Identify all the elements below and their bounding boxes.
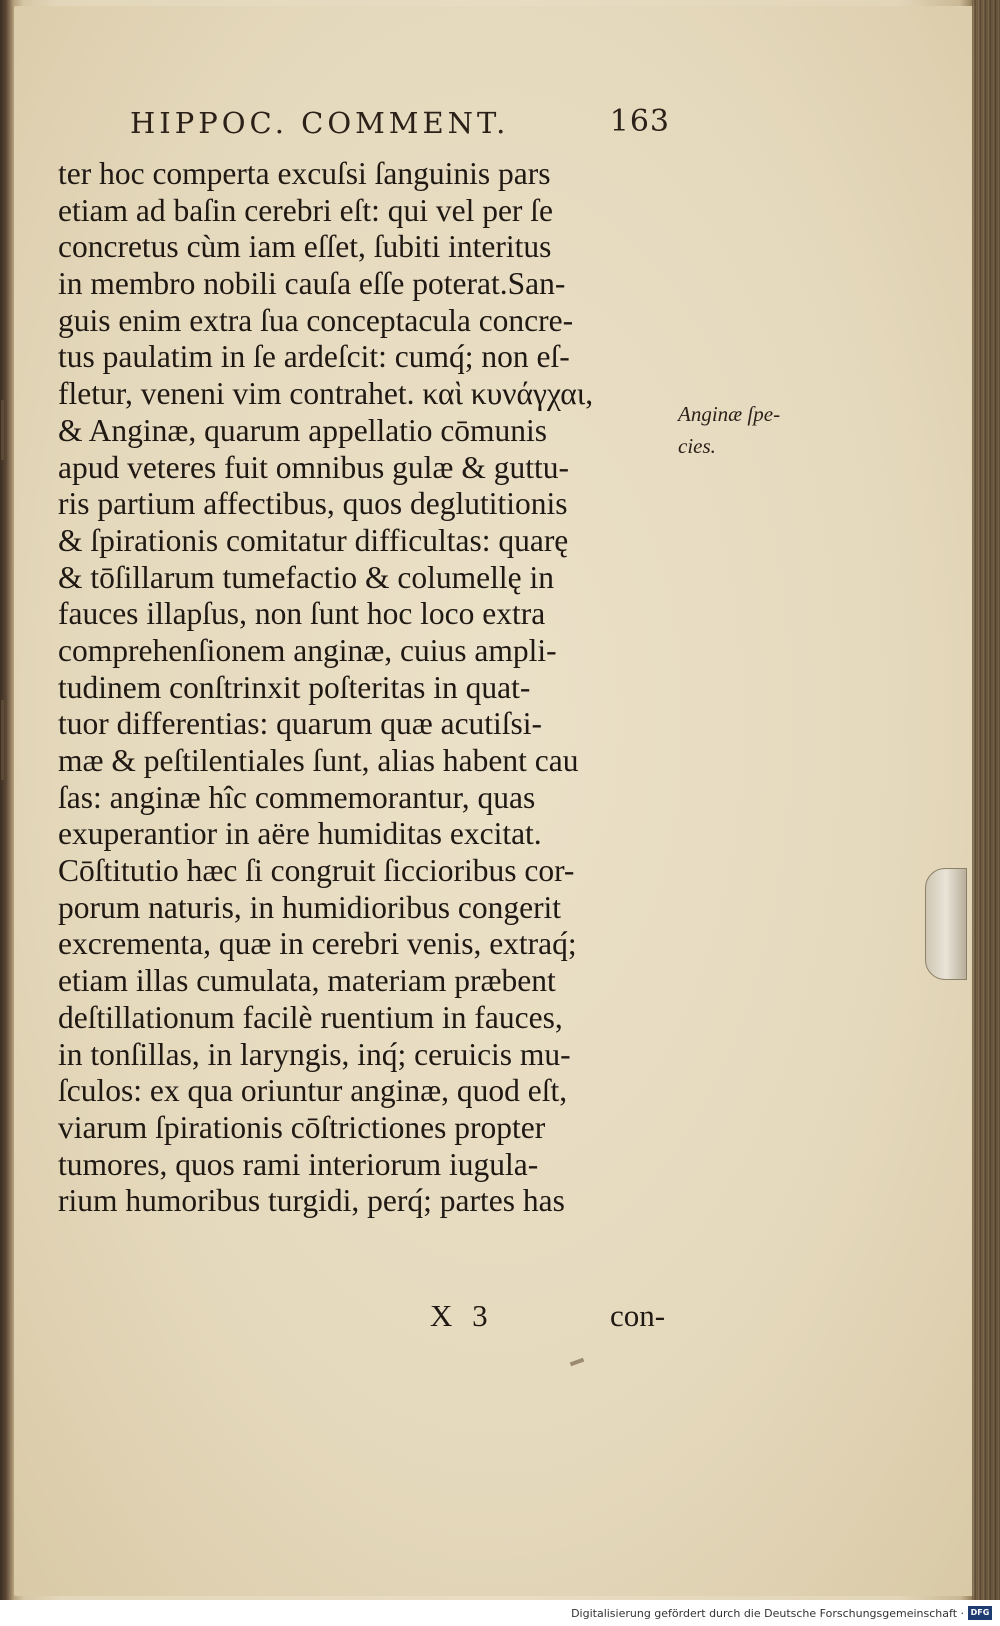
margin-note-line: cies.	[678, 434, 716, 458]
body-text	[58, 156, 678, 1220]
text-line: etiam ad baſin cerebri eſt: qui vel per ſe	[58, 192, 554, 228]
text-line: & ſpirationis comitatur difficultas: quarę	[58, 522, 569, 558]
text-line: ter hoc comperta excuſsi ſanguinis pars	[58, 156, 551, 191]
dfg-logo: DFG	[968, 1606, 992, 1620]
text-line: viarum ſpirationis cōſtrictiones propter	[58, 1109, 546, 1145]
text-line: ris partium affectibus, quos deglutitionis	[58, 486, 568, 522]
text-line: etiam illas cumulata, materiam præbent	[58, 963, 556, 999]
page-number: 163	[609, 104, 670, 139]
signature-mark: X 3	[430, 1298, 494, 1333]
text-line: rium humoribus turgidi, perq́; partes has	[58, 1183, 565, 1219]
text-line: fauces illapſus, non ſunt hoc loco extra	[58, 596, 546, 632]
text-line: tudinem conſtrinxit poſteritas in quat-	[58, 669, 531, 705]
text-line: fletur, veneni vim contrahet. καὶ κυνάγχαι,	[58, 376, 594, 412]
book-clasp	[925, 868, 967, 980]
text-line: Cōſtitutio hæc ſi congruit ſiccioribus cor-	[58, 853, 575, 889]
page-edges	[972, 0, 1000, 1600]
text-line: mæ & peſtilentiales ſunt, alias habent cau	[58, 743, 579, 778]
text-line: comprehenſionem anginæ, cuius ampli-	[58, 632, 557, 668]
ink-speck	[1, 700, 4, 780]
text-line: deſtillationum facilè ruentium in fauces,	[58, 999, 563, 1035]
text-line: porum naturis, in humidioribus congerit	[58, 889, 562, 925]
text-line: in membro nobili cauſa eſſe poterat.San-	[58, 266, 566, 302]
text-line: ſculos: ex qua oriuntur anginæ, quod eſt,	[58, 1073, 568, 1109]
text-line: & Anginæ, quarum appellatio cōmunis	[58, 412, 548, 448]
running-head	[130, 100, 670, 148]
margin-note-line: Anginæ ſpe-	[678, 402, 781, 426]
text-line: in tonſillas, in laryngis, inq́; ceruicis mu-	[58, 1036, 571, 1072]
margin-note	[678, 398, 848, 462]
text-line: & tōſillarum tumefactio & columellę in	[58, 559, 555, 595]
text-line: tus paulatim in ſe ardeſcit: cumq́; non eſ-	[58, 339, 570, 375]
footer-bar	[0, 1600, 1000, 1626]
text-line: exuperantior in aëre humiditas excitat.	[58, 816, 542, 852]
text-line: excrementa, quæ in cerebri venis, extraq́;	[58, 926, 577, 962]
text-line: concretus cùm iam eſſet, ſubiti interitus	[58, 229, 552, 265]
text-line: tumores, quos rami interiorum iugula-	[58, 1146, 539, 1182]
text-line: tuor differentias: quarum quæ acutiſsi-	[58, 706, 543, 742]
catchword: con-	[610, 1298, 666, 1333]
footer-credit: Digitalisierung gefördert durch die Deutsche Forschungsgemeinschaft ·	[571, 1607, 964, 1620]
text-line: ſas: anginæ hîc commemorantur, quas	[58, 779, 536, 815]
ink-speck	[1, 400, 4, 460]
text-line: apud veteres fuit omnibus gulæ & guttu-	[58, 449, 569, 485]
text-line: guis enim extra ſua conceptacula concre-	[58, 302, 574, 338]
running-head-title: HIPPOC. COMMENT.	[130, 106, 510, 140]
